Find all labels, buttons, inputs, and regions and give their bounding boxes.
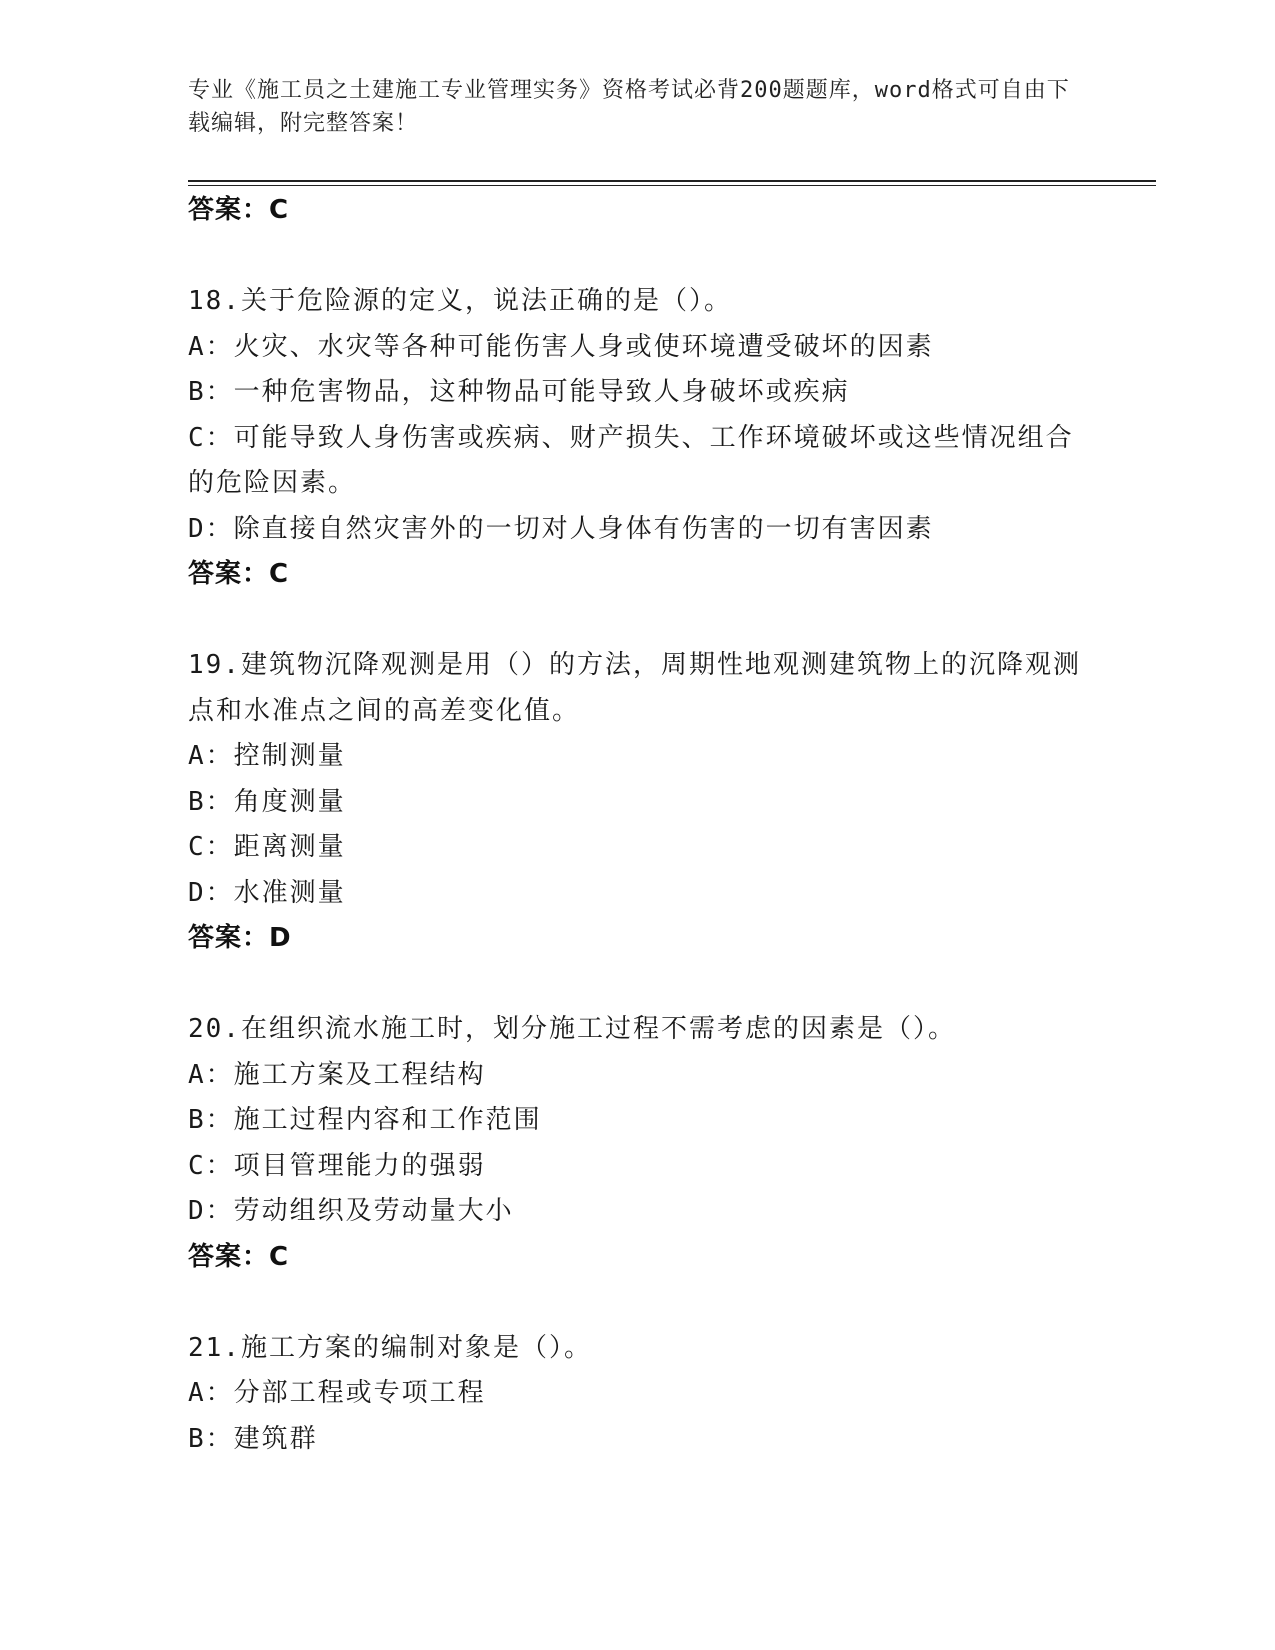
answer-line: 答案：C — [188, 1241, 290, 1272]
question-block — [188, 1007, 1088, 1280]
option-b: B：建筑群 — [188, 1423, 318, 1454]
option-b: B：角度测量 — [188, 786, 346, 817]
option-d: D：水准测量 — [188, 877, 346, 908]
option-a: A：施工方案及工程结构 — [188, 1059, 486, 1090]
spacer — [188, 234, 1088, 280]
question-block — [188, 643, 1088, 962]
spacer — [188, 598, 1088, 644]
page-header: 专业《施工员之土建施工专业管理实务》资格考试必背200题题库，word格式可自由下载编辑，附完整答案！ — [188, 78, 1070, 136]
question-stem: 18.关于危险源的定义，说法正确的是（）。 — [188, 286, 732, 316]
option-d: D：劳动组织及劳动量大小 — [188, 1196, 514, 1226]
option-a: A：火灾、水灾等各种可能伤害人身或使环境遭受破坏的因素 — [188, 331, 934, 362]
question-stem: 21.施工方案的编制对象是（）。 — [188, 1332, 592, 1363]
spacer — [188, 962, 1088, 1008]
option-a: A：控制测量 — [188, 741, 346, 771]
header-divider — [188, 180, 1156, 186]
spacer — [188, 1280, 1088, 1326]
question-stem: 19.建筑物沉降观测是用（）的方法，周期性地观测建筑物上的沉降观测点和水准点之间的高差变化值。 — [188, 650, 1081, 726]
answer-line: 答案：D — [188, 923, 292, 953]
option-d: D：除直接自然灾害外的一切对人身体有伤害的一切有害因素 — [188, 513, 934, 544]
answer-line: 答案：C — [188, 559, 290, 589]
option-a: A：分部工程或专项工程 — [188, 1378, 486, 1408]
question-block — [188, 1326, 1088, 1463]
question-block — [188, 279, 1088, 598]
document-body — [188, 188, 1088, 1462]
option-b: B：一种危害物品，这种物品可能导致人身破坏或疾病 — [188, 377, 850, 407]
option-c: C：可能导致人身伤害或疾病、财产损失、工作环境破坏或这些情况组合的危险因素。 — [188, 422, 1074, 498]
option-c: C：项目管理能力的强弱 — [188, 1150, 486, 1181]
option-c: C：距离测量 — [188, 832, 346, 862]
answer-line: 答案：C — [188, 195, 290, 225]
question-stem: 20.在组织流水施工时，划分施工过程不需考虑的因素是（）。 — [188, 1014, 956, 1044]
option-b: B：施工过程内容和工作范围 — [188, 1105, 542, 1135]
